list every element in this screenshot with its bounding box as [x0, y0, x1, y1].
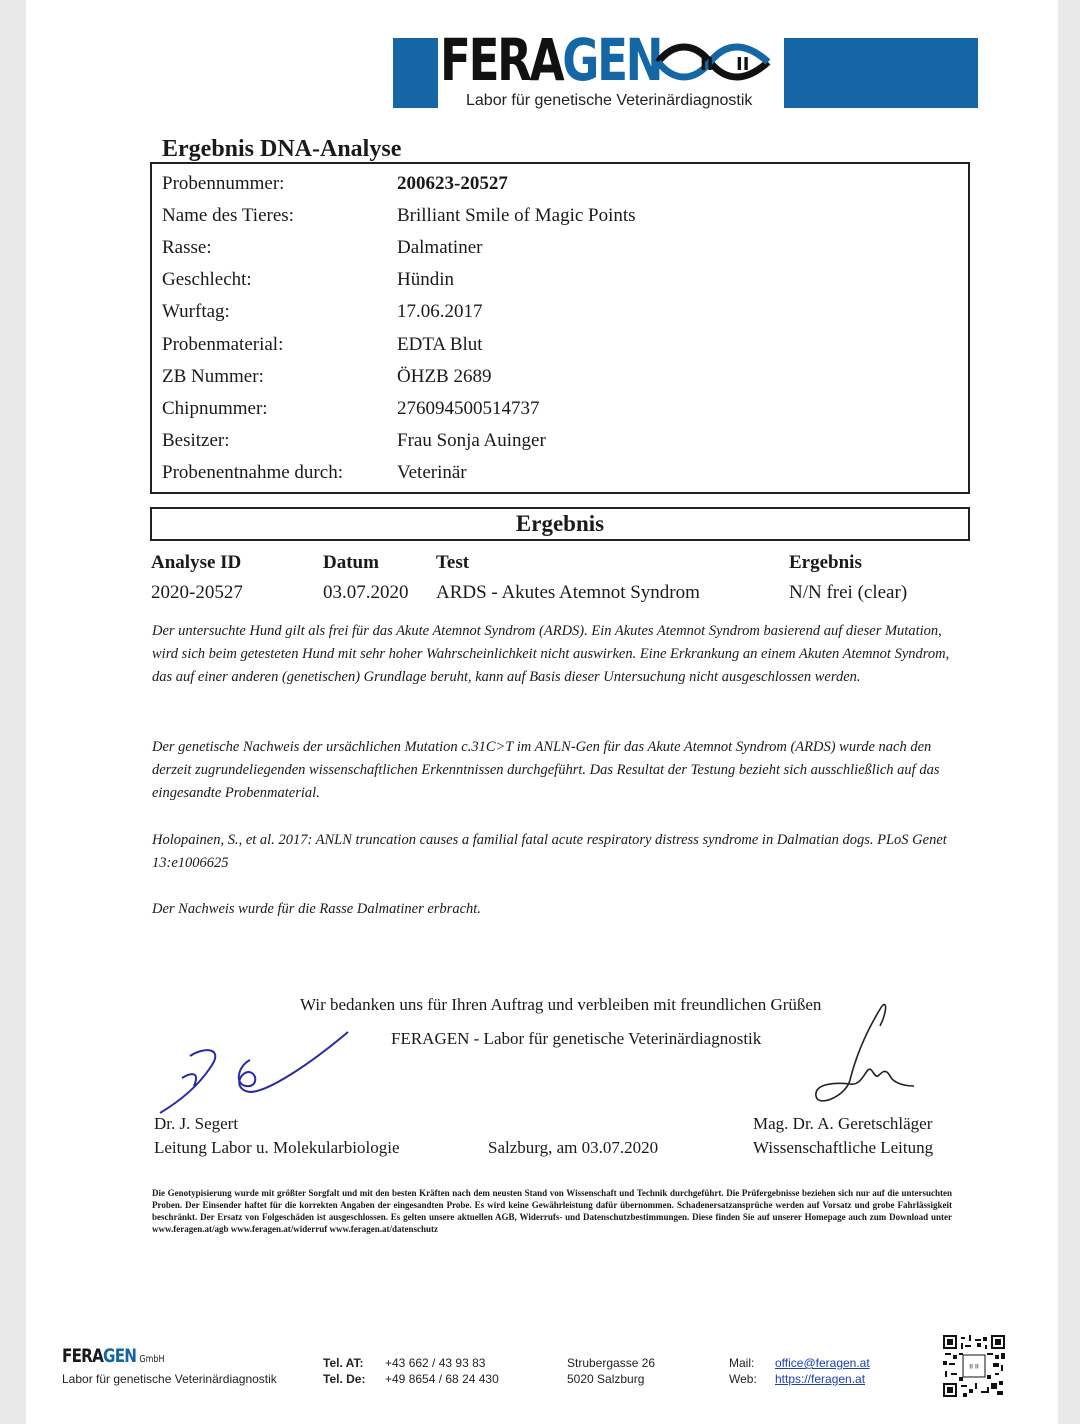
- info-value: Frau Sonja Auinger: [397, 430, 546, 451]
- info-label: Probenmaterial:: [162, 334, 284, 355]
- info-label: Geschlecht:: [162, 269, 252, 290]
- footer-city: 5020 Salzburg: [567, 1372, 645, 1386]
- dna-helix-icon: [654, 36, 776, 88]
- footer-web-label: Web:: [729, 1372, 757, 1386]
- svg-text:II: II: [700, 54, 714, 75]
- footer-tel-de: +49 8654 / 68 24 430: [385, 1372, 499, 1386]
- qr-code-icon: [943, 1335, 1005, 1397]
- closing-lab-name: FERAGEN - Labor für genetische Veterinärdiagnostik: [391, 1029, 762, 1048]
- footer-tel-de-label: Tel. De:: [323, 1372, 366, 1386]
- info-value: EDTA Blut: [397, 334, 483, 355]
- info-label: Chipnummer:: [162, 398, 268, 419]
- info-value: 276094500514737: [397, 398, 540, 419]
- info-value: 200623-20527: [397, 173, 508, 194]
- footer-mail-label: Mail:: [729, 1356, 755, 1370]
- result-datum: 03.07.2020: [323, 582, 409, 603]
- column-header-analyse-id: Analyse ID: [151, 552, 242, 573]
- info-label: Probennummer:: [162, 173, 285, 194]
- footer-logo: FERAGEN GmbH: [62, 1345, 165, 1367]
- info-value: ÖHZB 2689: [397, 366, 492, 387]
- method-note: Der genetische Nachweis der ursächlichen Mutation c.31C>T im ANLN-Gen für das Akute Atemnot Syndrom (ARDS) wurde nach den derzeit zugrundeliegenden wissenschaftlichen Erkenntnissen durchgeführt. Das Resultat der Testung bezieht sich ausschließlich auf das eingesandte Probenmaterial.: [152, 739, 940, 801]
- signature-geretschlaeger: [810, 1000, 930, 1120]
- reference: Holopainen, S., et al. 2017: ANLN truncation causes a familial fatal acute respiratory distress syndrome in Dalmatian dogs. PLoS Genet 13:e1006625: [152, 832, 947, 871]
- signer-right-role: Wissenschaftliche Leitung: [753, 1138, 934, 1157]
- footer-tel-at: +43 662 / 43 93 83: [385, 1356, 486, 1370]
- result-analyse-id: 2020-20527: [151, 582, 243, 603]
- closing-thanks: Wir bedanken uns für Ihren Auftrag und verbleiben mit freundlichen Grüßen: [300, 995, 822, 1014]
- column-header-test: Test: [436, 552, 470, 573]
- info-value: Veterinär: [397, 462, 467, 483]
- signer-left-role: Leitung Labor u. Molekularbiologie: [154, 1138, 400, 1157]
- footer-street: Strubergasse 26: [567, 1356, 656, 1370]
- info-label: Name des Tieres:: [162, 205, 294, 226]
- place-date: Salzburg, am 03.07.2020: [488, 1138, 659, 1157]
- column-header-ergebnis: Ergebnis: [789, 552, 862, 573]
- svg-text:II II: II II: [969, 1362, 979, 1371]
- logo-wordmark: FERAGEN: [440, 26, 662, 94]
- header-bar-right: [784, 38, 978, 108]
- footer-web-link[interactable]: https://feragen.at: [775, 1372, 866, 1386]
- info-label: Wurftag:: [162, 301, 230, 322]
- info-label: Probenentnahme durch:: [162, 462, 343, 483]
- info-value: Hündin: [397, 269, 454, 290]
- signature-segert: [150, 1028, 370, 1118]
- footer-mail-link[interactable]: office@feragen.at: [775, 1356, 870, 1370]
- footer-tel-at-label: Tel. AT:: [323, 1356, 364, 1370]
- footer-company-sub: Labor für genetische Veterinärdiagnostik: [62, 1372, 277, 1386]
- result-test: ARDS - Akutes Atemnot Syndrom: [436, 582, 700, 603]
- breed-note: Der Nachweis wurde für die Rasse Dalmatiner erbracht.: [152, 901, 481, 917]
- disclaimer: Die Genotypisierung wurde mit größter Sorgfalt und mit den besten Kräften nach dem neusten Stand von Wissenschaft und Technik durchgeführt. Die Prüfergebnisse beziehen sich nur auf die untersuchten Proben. Der Einsender haftet für die korrekten Angaben der eingesandten Probe. Es wird keine Gewährleistung dafür übernommen. Schadenersatzansprüche werden auf Vorsatz und grobe Fahrlässigkeit beschränkt. Der Ersatz von Folgeschäden ist ausgeschlossen. Es gelten unsere aktuellen AGB, Widerrufs- und Datenschutzbestimmungen. Diese finden Sie auf unserer Homepage auch zum Download unter www.feragen.at/agb www.feragen.at/widerruf www.feragen.at/datenschutz: [152, 1188, 952, 1234]
- result-heading: Ergebnis: [150, 507, 970, 541]
- info-value: 17.06.2017: [397, 301, 483, 322]
- info-value: Brilliant Smile of Magic Points: [397, 205, 636, 226]
- column-header-datum: Datum: [323, 552, 379, 573]
- info-label: Rasse:: [162, 237, 212, 258]
- result-value: N/N frei (clear): [789, 582, 908, 603]
- signer-right-name: Mag. Dr. A. Geretschläger: [753, 1114, 933, 1133]
- info-label: ZB Nummer:: [162, 366, 264, 387]
- logo-subtitle: Labor für genetische Veterinärdiagnostik: [466, 92, 753, 109]
- info-value: Dalmatiner: [397, 237, 483, 258]
- signer-left-name: Dr. J. Segert: [154, 1114, 239, 1133]
- result-explanation: Der untersuchte Hund gilt als frei für das Akute Atemnot Syndrom (ARDS). Ein Akutes Atemnot Syndrom basierend auf dieser Mutation, wird sich beim getesteten Hund mit sehr hoher Wahrscheinlichkeit nicht auswirken. Eine Erkrankung an einem Akuten Atemnot Syndrom, das auf einer anderen (genetischen) Grundlage beruht, kann auf Basis dieser Untersuchung nicht ausgeschlossen werden.: [152, 623, 950, 685]
- info-label: Besitzer:: [162, 430, 230, 451]
- svg-text:II: II: [736, 54, 750, 75]
- page-title: Ergebnis DNA-Analyse: [162, 136, 402, 162]
